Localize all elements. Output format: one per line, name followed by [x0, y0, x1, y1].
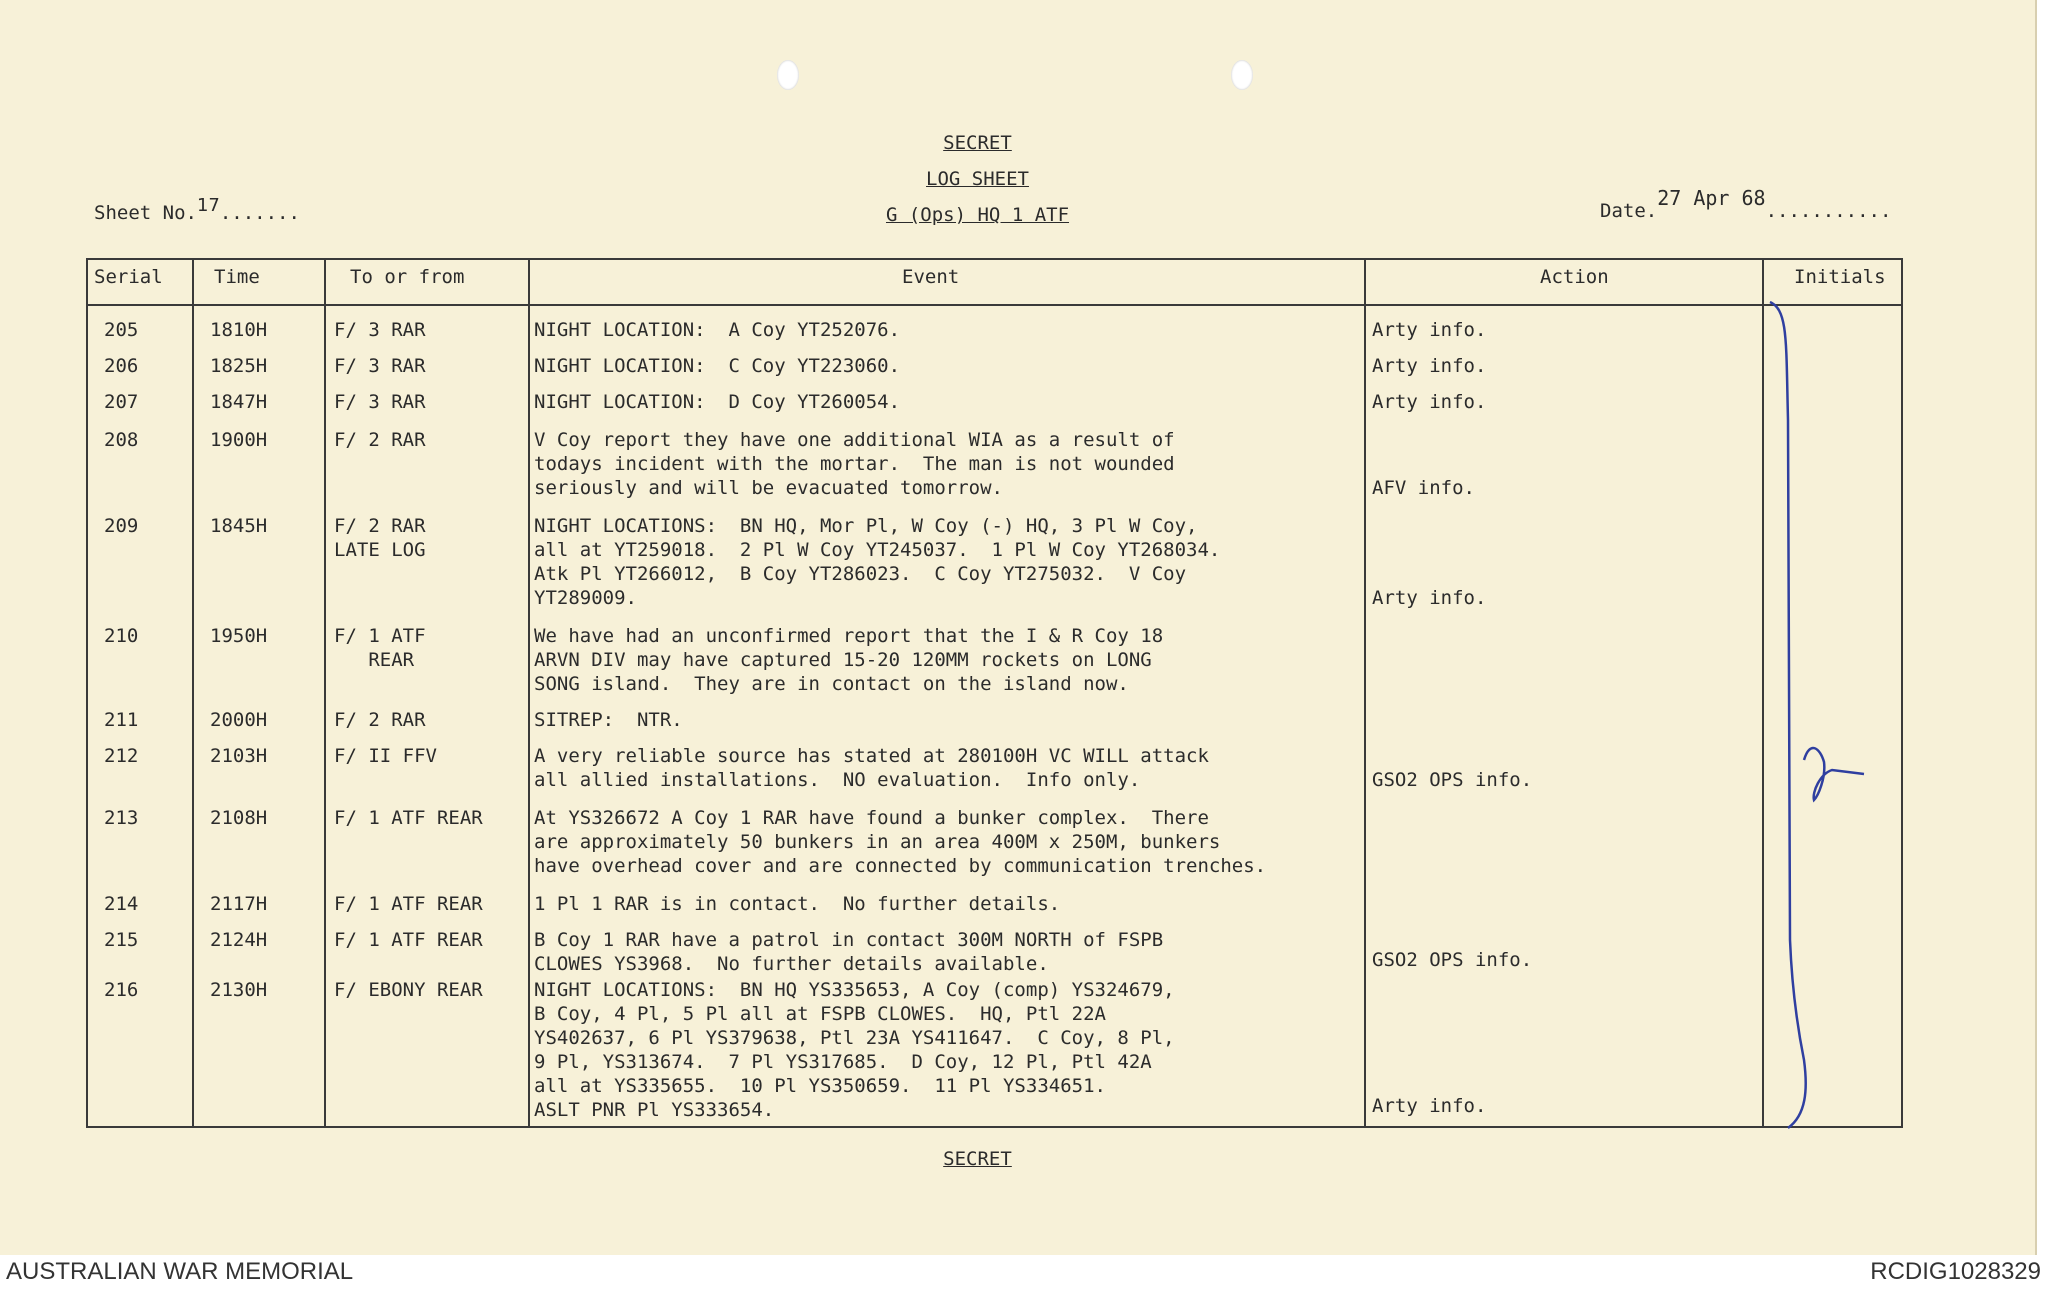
serial-cell: 215 [104, 929, 139, 951]
serial-cell: 208 [104, 429, 139, 451]
from-cell: F/ II FFV [334, 745, 437, 767]
action-cell: GSO2 OPS info. [1372, 769, 1533, 791]
serial-cell: 207 [104, 391, 139, 413]
column-divider [1762, 260, 1764, 1126]
from-cell: F/ 2 RAR [334, 709, 426, 731]
column-divider [528, 260, 530, 1126]
date-dots: ........... [1765, 200, 1892, 222]
action-cell: GSO2 OPS info. [1372, 949, 1533, 971]
event-cell: SITREP: NTR. [534, 709, 683, 731]
event-cell: NIGHT LOCATION: C Coy YT223060. [534, 355, 901, 377]
column-divider [324, 260, 326, 1126]
sheet-number-dots: ....... [219, 202, 300, 224]
from-cell: F/ 2 RAR [334, 429, 426, 451]
from-cell: F/ 3 RAR [334, 391, 426, 413]
serial-cell: 211 [104, 709, 139, 731]
from-cell: F/ 1 ATF REAR [334, 929, 483, 951]
table-header-row [88, 260, 1901, 306]
serial-cell: 210 [104, 625, 139, 647]
event-cell: At YS326672 A Coy 1 RAR have found a bunker complex. There are approximately 50 bunkers in an area 400M x 250M, bunkers have overhead cover and are connected by communication trenches. [534, 807, 1267, 877]
reference-number: RCDIG1028329 [1870, 1258, 2041, 1285]
from-cell: F/ 3 RAR [334, 319, 426, 341]
header-serial: Serial [94, 266, 163, 288]
date-label: Date. [1600, 200, 1658, 222]
time-cell: 1847H [210, 391, 268, 413]
unit-title: G (Ops) HQ 1 ATF [885, 204, 1070, 226]
time-cell: 2117H [210, 893, 268, 915]
column-divider [192, 260, 194, 1126]
serial-cell: 214 [104, 893, 139, 915]
event-cell: We have had an unconfirmed report that the I & R Coy 18 ARVN DIV may have captured 15-20 120MM rockets on LONG SONG island. They are in contact on the island now. [534, 625, 1164, 695]
from-cell: F/ 3 RAR [334, 355, 426, 377]
header-action: Action [1540, 266, 1609, 288]
time-cell: 2000H [210, 709, 268, 731]
time-cell: 2124H [210, 929, 268, 951]
time-cell: 2103H [210, 745, 268, 767]
time-cell: 2108H [210, 807, 268, 829]
event-cell: NIGHT LOCATIONS: BN HQ YS335653, A Coy (comp) YS324679, B Coy, 4 Pl, 5 Pl all at FSPB CLOWES. HQ, Ptl 22A YS402637, 6 Pl YS379638, Ptl 23A YS411647. C Coy, 8 Pl, 9 Pl, YS313674. 7 Pl YS317685. D Coy, 12 Pl, Ptl 42A all at YS335655. 10 Pl YS350659. 11 Pl YS334651. ASLT PNR Pl YS333654. [534, 979, 1175, 1121]
initials-brace-mark [1768, 300, 1888, 1130]
from-cell: F/ 2 RAR LATE LOG [334, 515, 426, 561]
archive-caption: AUSTRALIAN WAR MEMORIAL [6, 1258, 354, 1285]
classification-header: SECRET [943, 132, 1012, 154]
event-cell: NIGHT LOCATION: D Coy YT260054. [534, 391, 901, 413]
event-cell: V Coy report they have one additional WIA as a result of todays incident with the mortar. The man is not wounded seriously and will be evacuated tomorrow. [534, 429, 1175, 499]
time-cell: 1810H [210, 319, 268, 341]
serial-cell: 206 [104, 355, 139, 377]
sheet-number-value: 17 [196, 195, 220, 216]
event-cell: 1 Pl 1 RAR is in contact. No further details. [534, 893, 1061, 915]
sheet-number-field [94, 195, 300, 224]
serial-cell: 205 [104, 319, 139, 341]
event-cell: A very reliable source has stated at 280100H VC WILL attack all allied installations. NO evaluation. Info only. [534, 745, 1209, 791]
event-cell: B Coy 1 RAR have a patrol in contact 300M NORTH of FSPB CLOWES YS3968. No further details available. [534, 929, 1164, 975]
action-cell: Arty info. [1372, 391, 1487, 413]
time-cell: 1825H [210, 355, 268, 377]
punch-hole-right [1231, 60, 1253, 90]
event-cell: NIGHT LOCATION: A Coy YT252076. [534, 319, 901, 341]
time-cell: 1900H [210, 429, 268, 451]
sheet-number-label: Sheet No. [94, 202, 197, 224]
classification-footer: SECRET [943, 1148, 1012, 1170]
from-cell: F/ EBONY REAR [334, 979, 483, 1001]
from-cell: F/ 1 ATF REAR [334, 625, 426, 671]
action-cell: Arty info. [1372, 1095, 1487, 1117]
sheet-title: LOG SHEET [926, 168, 1029, 190]
action-cell: Arty info. [1372, 319, 1487, 341]
date-value: 27 Apr 68 [1657, 186, 1766, 210]
date-field [1600, 186, 1892, 222]
action-cell: AFV info. [1372, 477, 1475, 499]
action-cell: Arty info. [1372, 355, 1487, 377]
from-cell: F/ 1 ATF REAR [334, 807, 483, 829]
serial-cell: 209 [104, 515, 139, 537]
log-table [86, 258, 1903, 1128]
serial-cell: 212 [104, 745, 139, 767]
time-cell: 1845H [210, 515, 268, 537]
time-cell: 2130H [210, 979, 268, 1001]
punch-hole-left [777, 60, 799, 90]
header-initials: Initials [1794, 266, 1886, 288]
header-time: Time [214, 266, 260, 288]
from-cell: F/ 1 ATF REAR [334, 893, 483, 915]
action-cell: Arty info. [1372, 587, 1487, 609]
header-event: Event [902, 266, 960, 288]
event-cell: NIGHT LOCATIONS: BN HQ, Mor Pl, W Coy (-) HQ, 3 Pl W Coy, all at YT259018. 2 Pl W Coy YT245037. 1 Pl W Coy YT268034. Atk Pl YT266012, B Coy YT286023. C Coy YT275032. V Coy YT289009. [534, 515, 1221, 609]
serial-cell: 213 [104, 807, 139, 829]
time-cell: 1950H [210, 625, 268, 647]
header-to-or-from: To or from [350, 266, 465, 288]
serial-cell: 216 [104, 979, 139, 1001]
